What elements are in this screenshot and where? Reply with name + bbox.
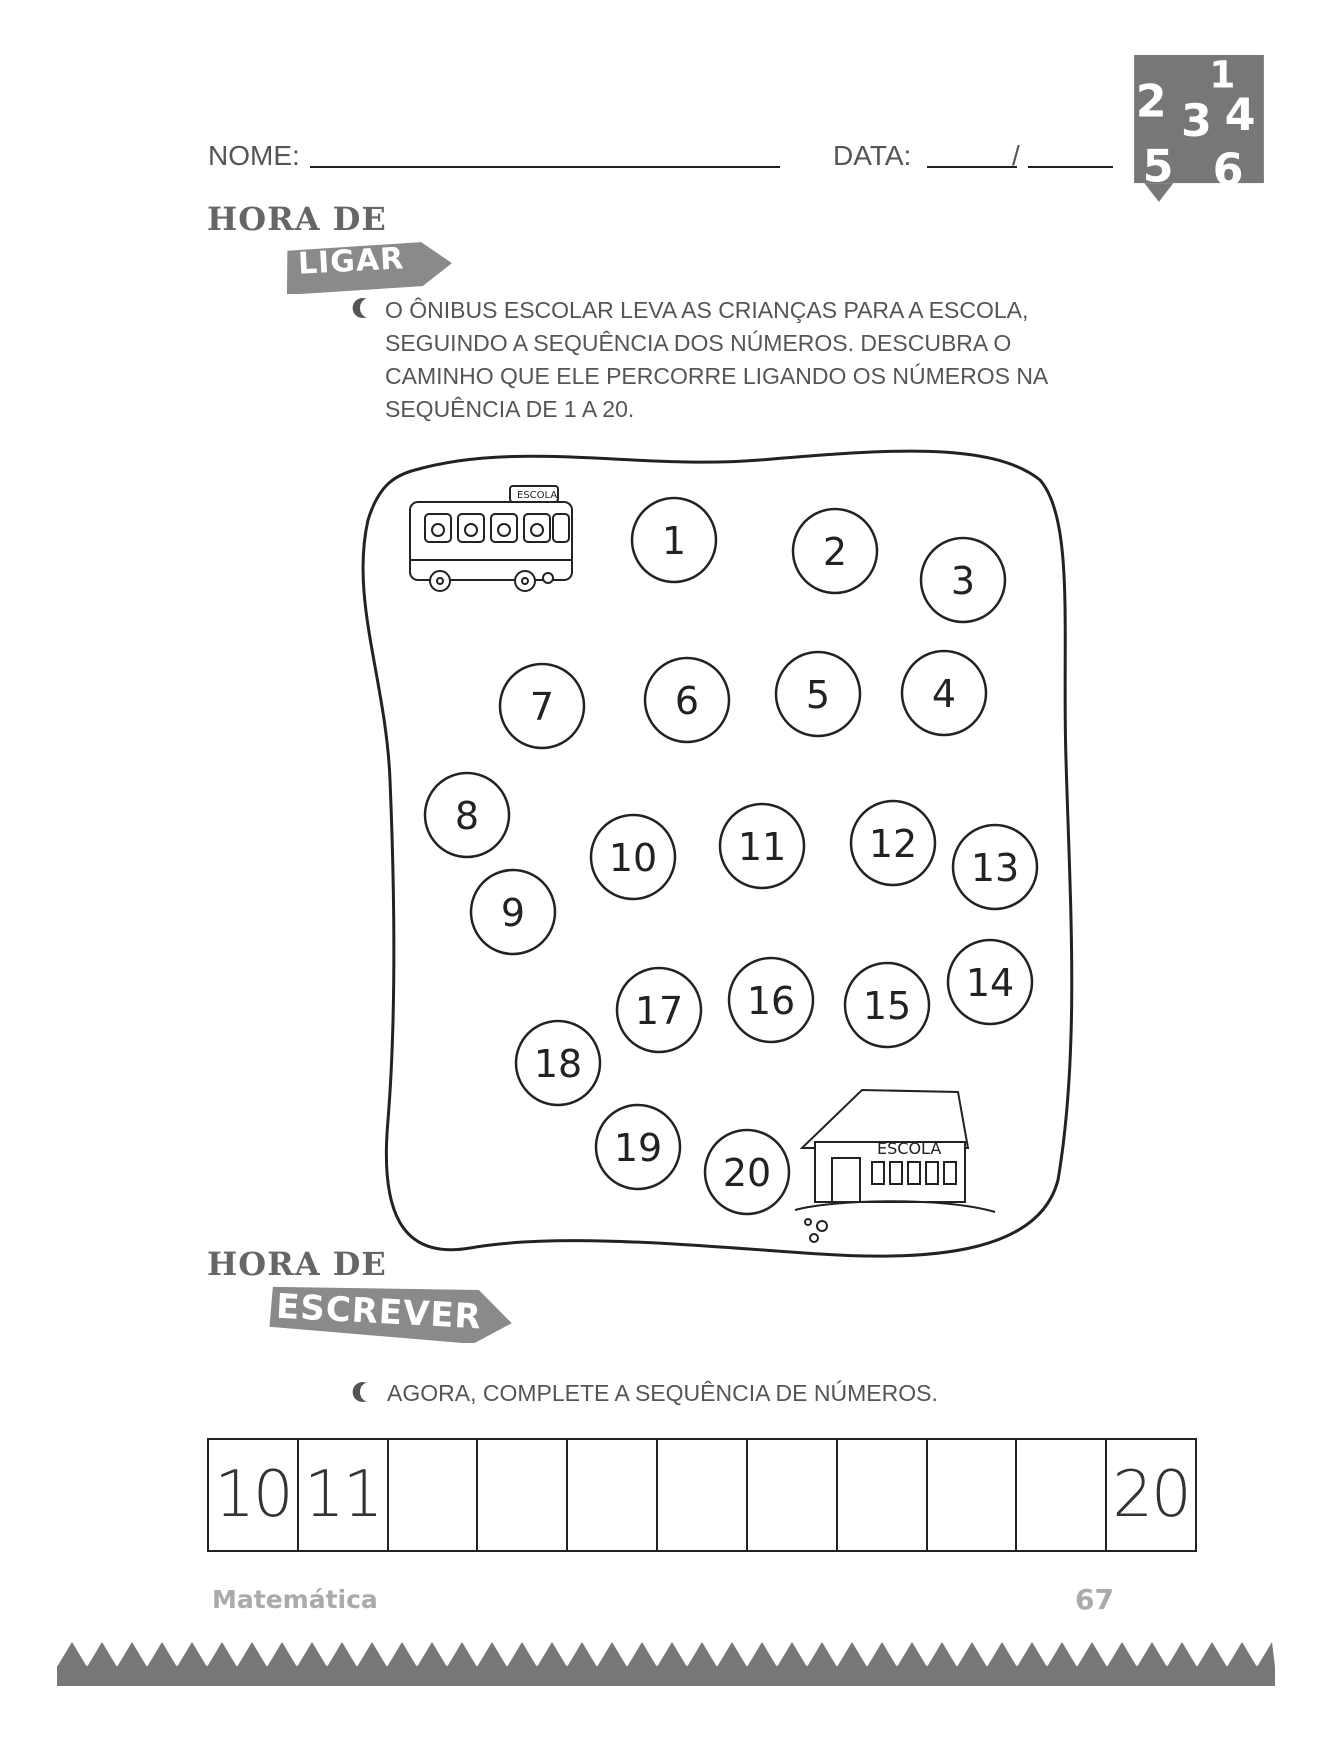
number-circle-11[interactable]: [720, 804, 804, 888]
page-number: 67: [1075, 1583, 1114, 1616]
date-label: DATA:: [833, 140, 912, 171]
zigzag-tooth: [567, 1642, 597, 1667]
connect-the-numbers-area: [360, 447, 1080, 1277]
badge-digit-4: 4: [1224, 90, 1256, 142]
sequence-cell: 10: [209, 1440, 299, 1550]
number-circle-18[interactable]: [516, 1021, 600, 1105]
zigzag-tooth: [297, 1642, 327, 1667]
circle-number: 2: [822, 530, 848, 574]
circle-number: 10: [608, 836, 658, 880]
zigzag-tooth: [447, 1642, 477, 1667]
number-circle-6[interactable]: [645, 658, 729, 742]
zigzag-tooth: [1077, 1642, 1107, 1667]
bus-sign: ESCOLA: [517, 490, 558, 501]
instruction-line: SEGUINDO A SEQUÊNCIA DOS NÚMEROS. DESCUBRA O: [385, 330, 1012, 356]
moon-bullet-icon: [352, 1381, 374, 1403]
number-circle-1[interactable]: [632, 498, 716, 582]
zigzag-tooth: [1047, 1642, 1077, 1667]
sequence-cell: 20: [1112, 1458, 1190, 1532]
zigzag-tooth: [837, 1642, 867, 1667]
zigzag-tooth: [867, 1642, 897, 1667]
numbers-badge-icon: [1123, 55, 1275, 207]
zigzag-tooth: [957, 1642, 987, 1667]
badge-digit-5: 5: [1142, 141, 1174, 193]
circle-number: 4: [931, 672, 957, 716]
number-circle-14[interactable]: [948, 940, 1032, 1024]
zigzag-tooth: [117, 1642, 147, 1667]
zigzag-border: [57, 1640, 1275, 1686]
ligar-tag-label: LIGAR: [297, 241, 406, 282]
zigzag-tooth: [87, 1642, 117, 1667]
zigzag-tooth: [207, 1642, 237, 1667]
name-label: NOME:: [208, 140, 300, 171]
moon-bullet-icon: [352, 297, 374, 319]
section1-instruction: [385, 294, 1165, 426]
circle-number: 3: [950, 559, 976, 603]
zigzag-tooth: [1167, 1642, 1197, 1667]
zigzag-tooth: [657, 1642, 687, 1667]
sequence-input-cell[interactable]: [568, 1440, 658, 1550]
school-bus-icon: [410, 486, 572, 591]
circle-number: 17: [634, 989, 684, 1033]
section2-heading: HORA DE: [207, 1245, 387, 1283]
sequence-input-cell[interactable]: [389, 1440, 479, 1550]
number-circle-7[interactable]: [500, 664, 584, 748]
zigzag-base: [57, 1666, 1275, 1686]
badge-digit-2: 2: [1135, 76, 1167, 128]
section1-heading: HORA DE: [207, 200, 387, 238]
number-circle-20[interactable]: [705, 1130, 789, 1214]
circle-number: 13: [970, 846, 1020, 890]
number-circle-15[interactable]: [845, 963, 929, 1047]
circle-number: 9: [500, 891, 526, 935]
zigzag-tooth: [417, 1642, 447, 1667]
circle-number: 5: [805, 673, 831, 717]
circle-number: 14: [965, 961, 1015, 1005]
circle-number: 1: [661, 519, 687, 563]
date-month-field[interactable]: [1028, 166, 1113, 168]
zigzag-tooth: [147, 1642, 177, 1667]
zigzag-tooth: [177, 1642, 207, 1667]
sequence-input-cell[interactable]: [478, 1440, 568, 1550]
zigzag-tooth: [717, 1642, 747, 1667]
zigzag-tooth: [1197, 1642, 1227, 1667]
zigzag-tooth: [1137, 1642, 1167, 1667]
sequence-input-cell[interactable]: [928, 1440, 1018, 1550]
footer-subject: Matemática: [212, 1585, 378, 1614]
zigzag-tooth: [627, 1642, 657, 1667]
zigzag-tooth: [597, 1642, 627, 1667]
instruction-line: O ÔNIBUS ESCOLAR LEVA AS CRIANÇAS PARA A ESCOLA,: [385, 297, 1029, 323]
number-circle-16[interactable]: [729, 958, 813, 1042]
zigzag-tooth: [897, 1642, 927, 1667]
zigzag-tooth: [687, 1642, 717, 1667]
sequence-input-cell[interactable]: [1017, 1440, 1107, 1550]
zigzag-tooth: [327, 1642, 357, 1667]
zigzag-tooth: [387, 1642, 417, 1667]
circle-number: 19: [613, 1126, 663, 1170]
zigzag-tooth: [927, 1642, 957, 1667]
school-building-icon: [795, 1090, 995, 1242]
number-circle-3[interactable]: [921, 538, 1005, 622]
circle-number: 20: [722, 1151, 772, 1195]
instruction-line: CAMINHO QUE ELE PERCORRE LIGANDO OS NÚMEROS NA: [385, 363, 1049, 389]
sequence-input-cell[interactable]: [658, 1440, 748, 1550]
zigzag-tooth: [57, 1642, 87, 1667]
zigzag-tooth: [1017, 1642, 1047, 1667]
number-circle-19[interactable]: [596, 1105, 680, 1189]
number-circle-12[interactable]: [851, 801, 935, 885]
badge-digit-1: 1: [1209, 55, 1236, 97]
zigzag-tooth: [807, 1642, 837, 1667]
date-separator: /: [1012, 140, 1020, 171]
sequence-input-cell[interactable]: [838, 1440, 928, 1550]
number-circle-8[interactable]: [425, 773, 509, 857]
badge-digit-6: 6: [1212, 144, 1244, 196]
number-circle-13[interactable]: [953, 825, 1037, 909]
zigzag-tooth: [747, 1642, 777, 1667]
zigzag-tooth: [1107, 1642, 1137, 1667]
circle-number: 6: [674, 679, 700, 723]
zigzag-tooth: [237, 1642, 267, 1667]
badge-digit-3: 3: [1181, 96, 1212, 148]
number-circle-9[interactable]: [471, 870, 555, 954]
escrever-tag-label: ESCREVER: [275, 1286, 483, 1338]
zigzag-tooth: [507, 1642, 537, 1667]
instruction-line: SEQUÊNCIA DE 1 A 20.: [385, 396, 635, 422]
zigzag-tooth: [357, 1642, 387, 1667]
circle-number: 12: [868, 822, 918, 866]
circle-number: 15: [862, 984, 912, 1028]
sequence-input-cell[interactable]: [748, 1440, 838, 1550]
number-circle-5[interactable]: [776, 652, 860, 736]
school-sign: ESCOLA: [877, 1139, 942, 1158]
date-day-field[interactable]: [927, 166, 1017, 168]
circle-number: 18: [533, 1042, 583, 1086]
zigzag-tooth: [1257, 1642, 1275, 1667]
zigzag-tooth: [477, 1642, 507, 1667]
name-field[interactable]: [310, 166, 780, 168]
section2-instruction: AGORA, COMPLETE A SEQUÊNCIA DE NÚMEROS.: [387, 1380, 938, 1406]
zigzag-tooth: [1227, 1642, 1257, 1667]
number-circle-10[interactable]: [591, 815, 675, 899]
zigzag-tooth: [777, 1642, 807, 1667]
sequence-cell: 11: [299, 1440, 389, 1550]
number-circle-17[interactable]: [617, 968, 701, 1052]
circle-number: 11: [737, 825, 787, 869]
zigzag-tooth: [267, 1642, 297, 1667]
circle-number: 16: [746, 979, 796, 1023]
sequence-boxes: [207, 1438, 1197, 1552]
circle-number: 8: [454, 794, 480, 838]
zigzag-tooth: [987, 1642, 1017, 1667]
zigzag-tooth: [537, 1642, 567, 1667]
number-circle-2[interactable]: [793, 509, 877, 593]
number-circle-4[interactable]: [902, 651, 986, 735]
circle-number: 7: [529, 685, 555, 729]
